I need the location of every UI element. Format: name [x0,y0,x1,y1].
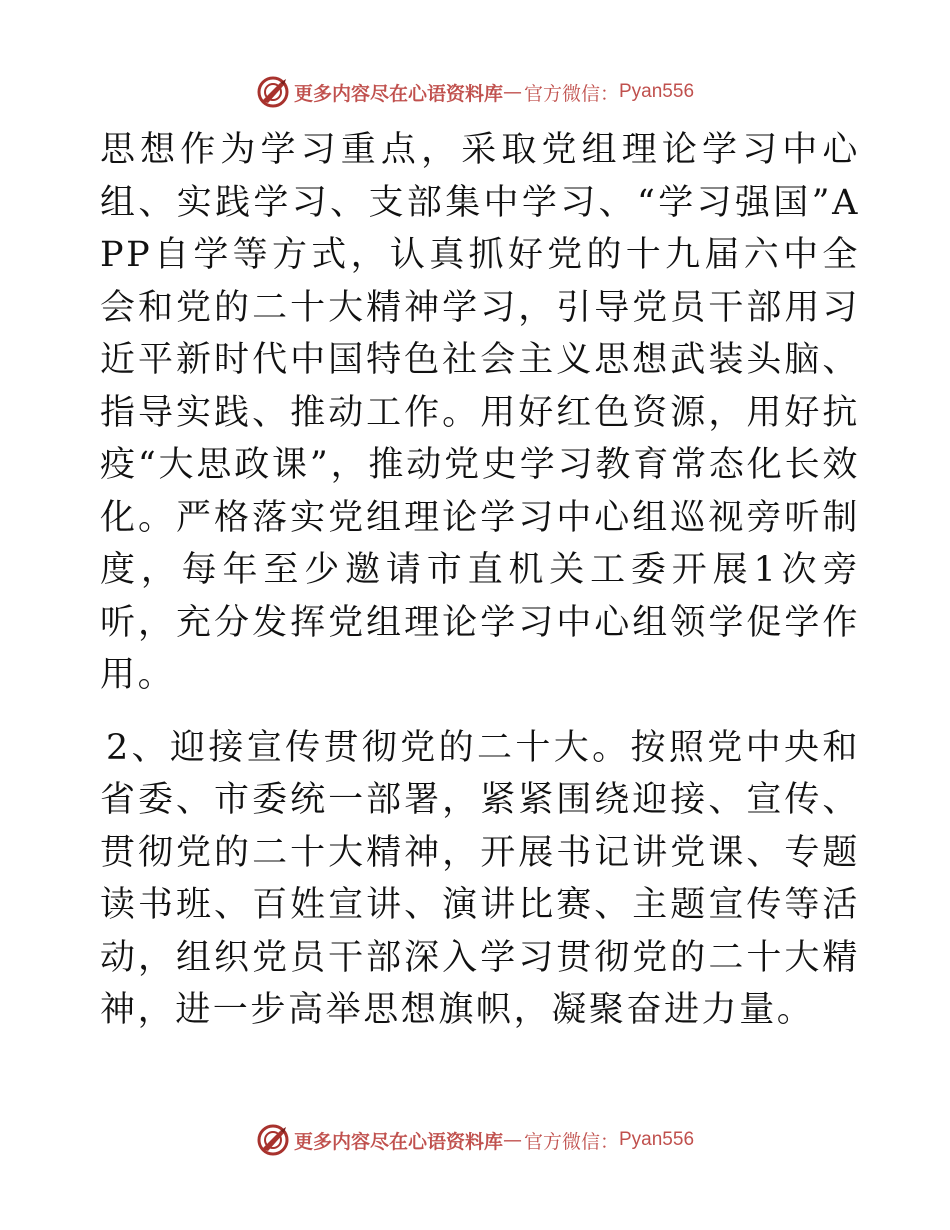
banner-wechat-id: Pyan556 [619,81,695,102]
paragraph-1: 思想作为学习重点，采取党组理论学习中心组、实践学习、支部集中学习、“学习强国”APP自学等方式，认真抓好党的十九届六中全会和党的二十大精神学习，引导党员干部用习近平新时代中国特色社会主义思想武装头脑、指导实践、推动工作。用好红色资源，用好抗疫“大思政课”，推动党史学习教育常态化长效化。严格落实党组理论学习中心组巡视旁听制度，每年至少邀请市直机关工委开展1次旁听，充分发挥党组理论学习中心组领学促学作用。 [100,130,860,695]
header-watermark-banner [0,72,950,112]
banner-text: 更多内容尽在心语资料库 [293,82,503,105]
footer-watermark-banner [0,1120,950,1160]
banner-text: 更多内容尽在心语资料库 [293,1130,503,1153]
banner-wechat-id: Pyan556 [619,1129,695,1150]
logo-icon [256,75,290,109]
paragraph-2: 2、迎接宣传贯彻党的二十大。按照党中央和省委、市委统一部署，紧紧围绕迎接、宣传、贯彻党的二十大精神，开展书记讲党课、专题读书班、百姓宣讲、演讲比赛、主题宣传等活动，组织党员干部深入学习贯彻党的二十大精神，进一步高举思想旗帜，凝聚奋进力量。 [100,727,860,1030]
banner-wechat-label: 官方微信： [523,1130,619,1153]
logo-icon [256,1123,290,1157]
banner-dash: — [502,1129,522,1151]
document-body [100,124,860,1037]
banner-dash: — [502,81,522,103]
banner-wechat-label: 官方微信： [523,82,619,105]
